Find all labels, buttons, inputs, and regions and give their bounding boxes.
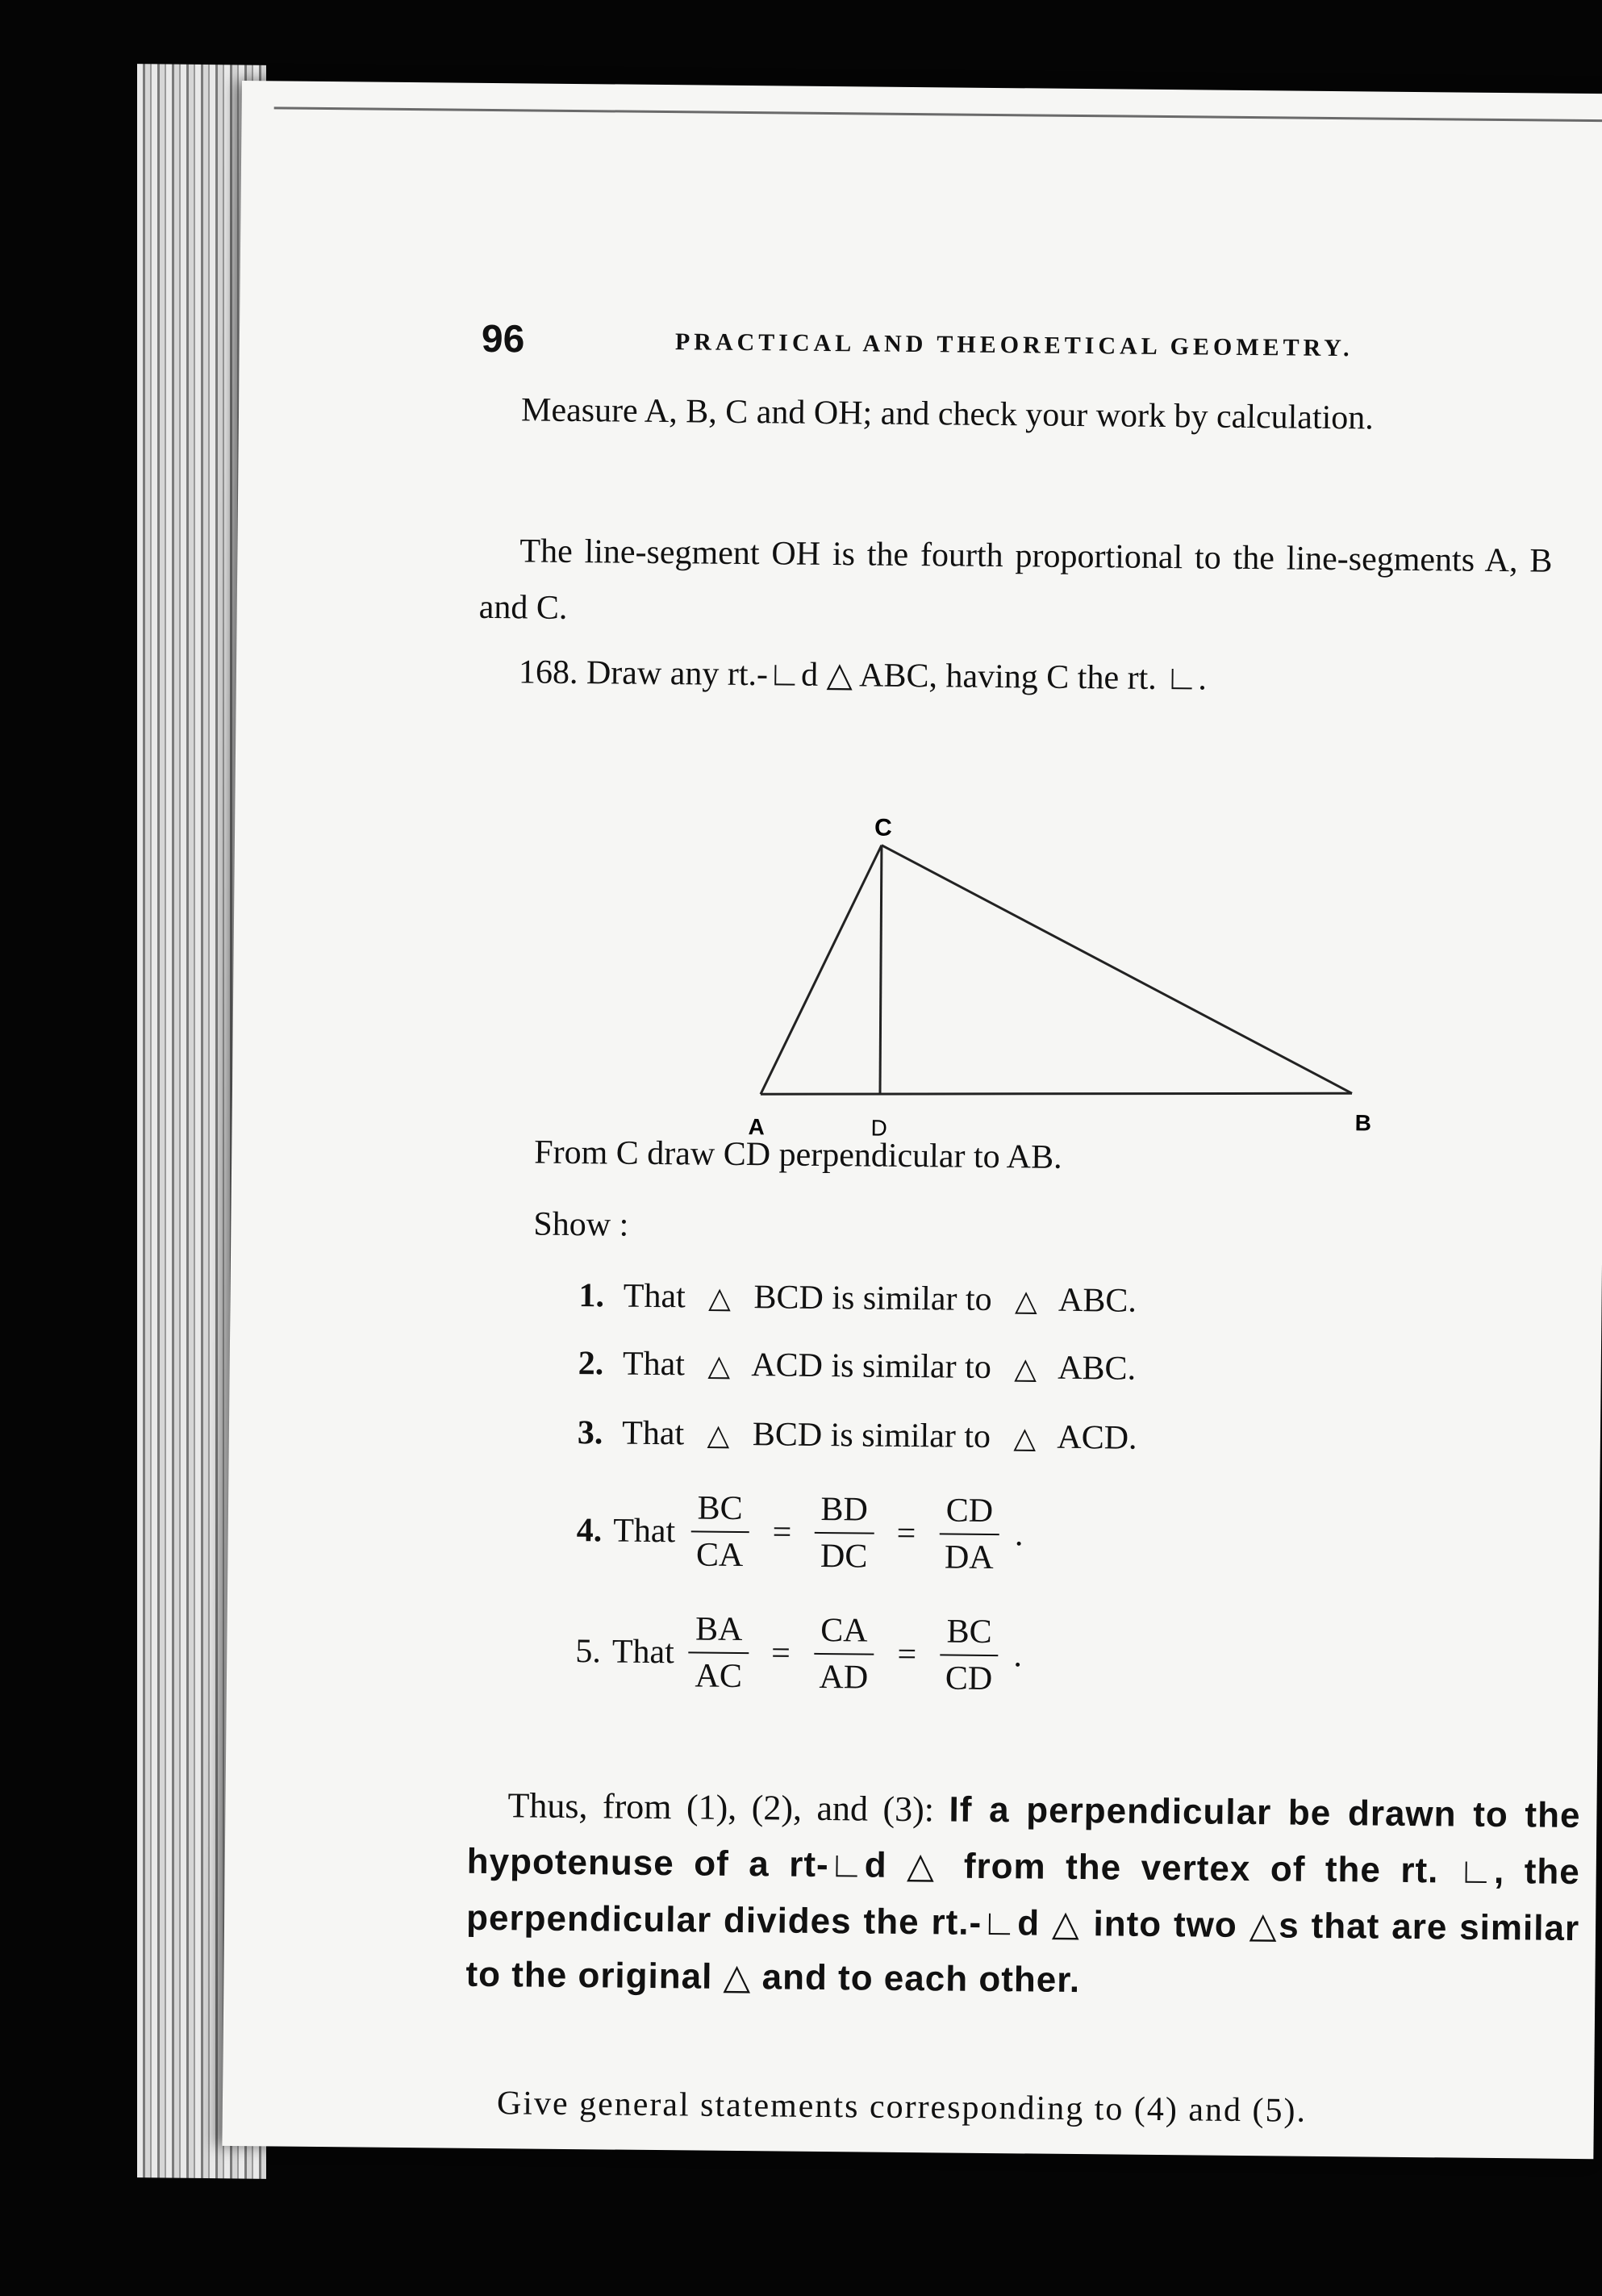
page-content [222, 81, 1602, 2159]
vertex-label-a: A [748, 1114, 765, 1140]
item-second: ABC. [1058, 1281, 1137, 1320]
item-second: ACD. [1057, 1418, 1137, 1457]
paragraph-exercise-168: 168. Draw any rt.-∟d △ ABC, having C the rt. ∟. [518, 653, 1208, 698]
side-ab [761, 1087, 1352, 1100]
item-first: BCD is similar to [753, 1279, 992, 1318]
item-that: That [622, 1345, 686, 1384]
conclusion-theorem: If a perpendicular be drawn to the hypotenuse of a rt-∟d △ from the vertex of the rt. ∟, the perpendicular divides the rt.-∟d △ into two △s that are similar to the original △ and to each other. [465, 1789, 1581, 2001]
book-page [222, 81, 1602, 2159]
fraction-ca-ad [812, 1611, 875, 1697]
item-that: That [623, 1277, 686, 1316]
vertex-label-c: C [874, 814, 892, 841]
side-cb [879, 845, 1354, 1094]
end-period: . [1014, 1516, 1024, 1554]
item-number: 2. [578, 1345, 604, 1383]
denominator: DC [820, 1537, 868, 1576]
triangle-symbol: △ [707, 1418, 730, 1451]
triangle-symbol: △ [1013, 1421, 1037, 1455]
fraction-bd-dc [814, 1490, 874, 1576]
show-item-3 [578, 1413, 1137, 1458]
page-number: 96 [481, 317, 525, 361]
item-second: ABC. [1057, 1349, 1137, 1388]
show-item-5 [575, 1609, 1023, 1698]
denominator: AD [819, 1658, 869, 1697]
item-that: That [611, 1633, 675, 1672]
equals-sign: = [896, 1514, 916, 1553]
vertex-label-b: B [1354, 1110, 1372, 1136]
item-first: ACD is similar to [751, 1346, 992, 1386]
triangle-symbol: △ [1014, 1352, 1037, 1385]
equals-sign: = [897, 1635, 917, 1674]
paragraph-fourth-proportional: The line-segment OH is the fourth proportional to the line-segments A, B and C. [478, 532, 1553, 627]
numerator: BC [690, 1488, 749, 1533]
final-exercise: Give general statements corresponding to (4) and (5). [496, 2085, 1308, 2130]
numerator: BC [940, 1612, 999, 1656]
item-first: BCD is similar to [752, 1416, 991, 1455]
top-rule [274, 106, 1602, 122]
fraction-ba-ac [688, 1609, 749, 1696]
equals-sign: = [770, 1634, 791, 1672]
side-ac [761, 844, 882, 1095]
show-item-1 [578, 1276, 1137, 1321]
altitude-cd [879, 845, 882, 1094]
numerator: BA [689, 1609, 749, 1654]
item-number: 5. [575, 1633, 602, 1671]
conclusion-paragraph [465, 1777, 1581, 2014]
fraction-bc-ca [690, 1488, 750, 1575]
show-item-2 [578, 1344, 1137, 1388]
point-label-d: D [870, 1115, 887, 1141]
running-head: PRACTICAL AND THEORETICAL GEOMETRY. [674, 328, 1354, 362]
numerator: BD [814, 1490, 874, 1534]
fraction-cd-da [938, 1491, 1001, 1577]
numerator: CD [939, 1491, 999, 1535]
fraction-bc-cd [939, 1612, 999, 1698]
paragraph-draw-cd: From C draw CD perpendicular to AB. [534, 1133, 1062, 1176]
triangle-symbol: △ [708, 1281, 732, 1314]
item-that: That [613, 1512, 676, 1551]
denominator: CD [945, 1659, 993, 1698]
paragraph-measure: Measure A, B, C and OH; and check your work by calculation. [520, 391, 1375, 437]
conclusion-intro: Thus, from (1), (2), and (3): [507, 1785, 935, 1830]
denominator: AC [695, 1657, 743, 1696]
triangle-symbol: △ [1014, 1284, 1038, 1317]
page-header [482, 317, 1602, 376]
item-number: 1. [578, 1277, 605, 1315]
item-number: 4. [576, 1512, 603, 1550]
equals-sign: = [772, 1513, 792, 1551]
denominator: DA [944, 1538, 994, 1577]
item-number: 3. [577, 1414, 603, 1452]
triangle-symbol: △ [707, 1349, 731, 1382]
show-label: Show : [533, 1205, 629, 1244]
item-that: That [621, 1414, 685, 1453]
denominator: CA [695, 1536, 744, 1575]
numerator: CA [814, 1611, 874, 1655]
end-period: . [1013, 1637, 1023, 1675]
show-item-4 [576, 1488, 1024, 1577]
